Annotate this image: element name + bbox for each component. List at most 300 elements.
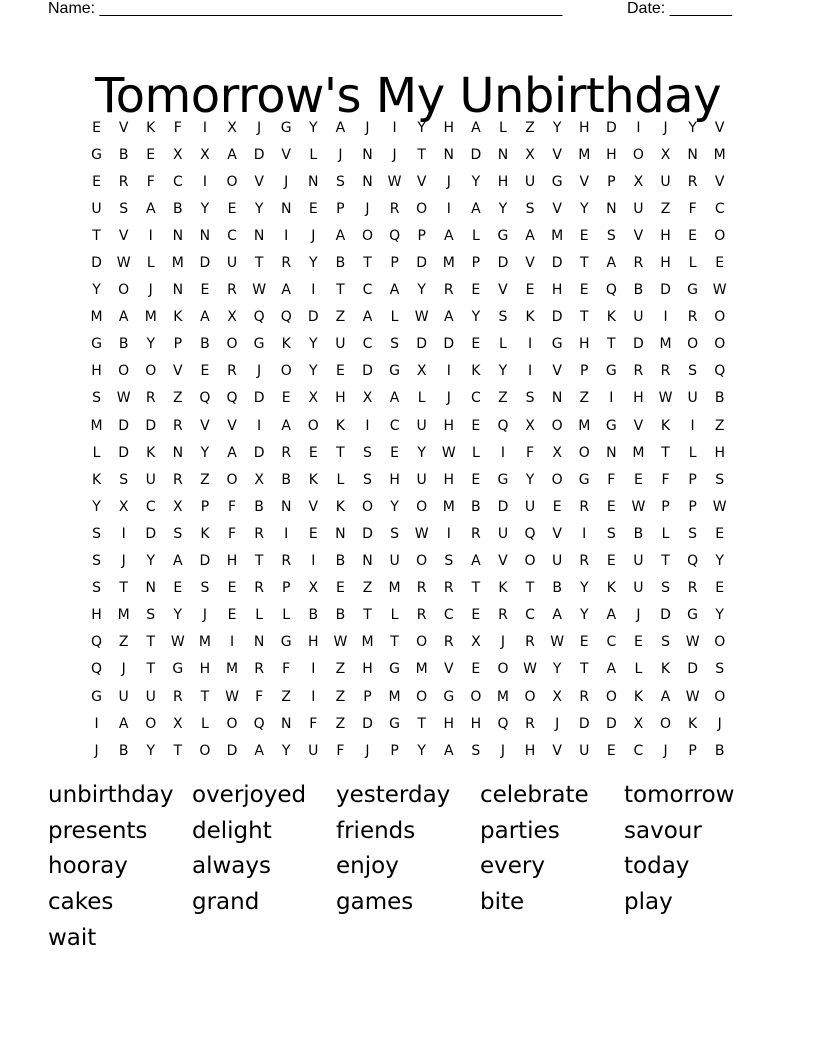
grid-cell: G: [687, 282, 699, 299]
grid-cell: C: [227, 227, 237, 244]
grid-cell: R: [687, 309, 698, 326]
grid-cell: W: [333, 634, 348, 651]
grid-cell: E: [552, 498, 562, 515]
grid-cell: I: [284, 525, 289, 542]
grid-row: [83, 277, 733, 304]
grid-cell: P: [363, 688, 372, 705]
grid-cell: X: [362, 390, 373, 407]
grid-cell: R: [579, 553, 590, 570]
grid-cell: B: [552, 580, 562, 597]
grid-cell: U: [633, 309, 644, 326]
grid-cell: Y: [281, 742, 291, 759]
grid-cell: V: [714, 119, 725, 136]
grid-cell: I: [582, 525, 587, 542]
grid-cell: C: [145, 498, 156, 515]
grid-cell: S: [119, 471, 129, 488]
grid-cell: D: [253, 390, 265, 407]
grid-cell: L: [92, 444, 101, 461]
grid-cell: L: [688, 255, 697, 272]
grid-cell: D: [199, 255, 211, 272]
grid-cell: Y: [498, 200, 508, 217]
grid-cell: I: [311, 553, 316, 570]
grid-cell: W: [414, 309, 429, 326]
grid-cell: F: [688, 200, 697, 217]
grid-cell: G: [605, 417, 617, 434]
grid-cell: R: [172, 417, 183, 434]
grid-cell: E: [606, 742, 616, 759]
grid-cell: D: [660, 607, 671, 624]
grid-cell: Z: [362, 580, 373, 597]
grid-cell: H: [524, 742, 536, 759]
grid-cell: D: [578, 715, 590, 732]
grid-cell: J: [257, 363, 262, 380]
grid-cell: N: [443, 146, 454, 163]
grid-cell: D: [497, 498, 509, 515]
grid-cell: I: [690, 417, 695, 434]
grid-cell: X: [552, 688, 562, 705]
grid-cell: A: [525, 227, 535, 244]
grid-cell: Q: [91, 661, 103, 678]
grid-cell: E: [633, 471, 643, 488]
grid-cell: C: [389, 417, 400, 434]
grid-cell: N: [172, 227, 184, 244]
grid-cell: L: [688, 444, 697, 461]
grid-cell: F: [282, 661, 291, 678]
grid-cell: V: [227, 417, 237, 434]
grid-cell: S: [200, 580, 210, 597]
grid-cell: A: [443, 227, 454, 244]
grid-cell: D: [660, 282, 671, 299]
grid-cell: E: [92, 173, 101, 190]
grid-cell: Y: [146, 336, 156, 353]
grid-cell: T: [119, 580, 128, 597]
grid-cell: J: [636, 607, 641, 624]
grid-cell: U: [308, 742, 319, 759]
grid-cell: X: [633, 715, 644, 732]
grid-cell: M: [225, 661, 239, 678]
grid-cell: L: [146, 255, 155, 272]
grid-cell: O: [660, 715, 672, 732]
grid-cell: J: [121, 661, 126, 678]
grid-cell: B: [335, 255, 346, 272]
grid-cell: K: [525, 309, 535, 326]
grid-cell: J: [446, 173, 451, 190]
grid-cell: Z: [335, 309, 346, 326]
grid-cell: U: [416, 471, 427, 488]
word-list-item: every: [480, 853, 545, 880]
grid-cell: A: [335, 119, 346, 136]
grid-cell: A: [281, 282, 291, 299]
grid-cell: O: [524, 688, 536, 705]
grid-cell: S: [92, 553, 101, 570]
grid-cell: H: [443, 417, 455, 434]
grid-cell: Z: [714, 417, 725, 434]
grid-cell: P: [607, 173, 616, 190]
grid-cell: H: [443, 471, 455, 488]
grid-cell: J: [392, 146, 397, 163]
grid-cell: T: [173, 742, 183, 759]
grid-cell: Y: [417, 444, 426, 461]
grid-cell: Y: [471, 309, 481, 326]
grid-cell: D: [362, 525, 373, 542]
grid-cell: G: [497, 227, 509, 244]
grid-cell: O: [524, 553, 536, 570]
grid-row: [83, 249, 733, 276]
grid-cell: B: [173, 200, 183, 217]
grid-cell: Z: [173, 390, 183, 407]
word-list-item: unbirthday: [48, 782, 174, 808]
grid-cell: I: [311, 688, 316, 705]
grid-cell: E: [715, 255, 725, 272]
grid-cell: R: [254, 580, 264, 597]
grid-cell: G: [578, 471, 590, 488]
grid-cell: E: [200, 282, 210, 299]
grid-cell: K: [660, 417, 671, 434]
grid-cell: O: [226, 173, 238, 190]
grid-row: [83, 466, 733, 493]
grid-cell: V: [308, 498, 319, 515]
grid-cell: M: [659, 336, 672, 353]
grid-cell: S: [390, 336, 400, 353]
grid-cell: S: [525, 200, 535, 217]
grid-cell: D: [199, 553, 211, 570]
grid-cell: B: [118, 146, 129, 163]
grid-cell: V: [498, 282, 508, 299]
grid-cell: O: [497, 661, 509, 678]
grid-cell: O: [361, 498, 373, 515]
grid-cell: U: [660, 173, 671, 190]
grid-cell: R: [579, 498, 590, 515]
grid-cell: N: [606, 444, 617, 461]
grid-row: [83, 737, 733, 764]
grid-cell: K: [606, 309, 616, 326]
grid-cell: V: [173, 363, 183, 380]
grid-cell: E: [606, 553, 616, 570]
word-list-item: delight: [192, 817, 272, 844]
grid-cell: P: [688, 742, 697, 759]
grid-cell: R: [633, 255, 644, 272]
grid-cell: F: [146, 173, 155, 190]
grid-cell: O: [605, 688, 617, 705]
word-list-item: always: [192, 853, 271, 880]
grid-cell: J: [500, 742, 506, 759]
grid-cell: X: [308, 390, 319, 407]
grid-cell: E: [579, 634, 589, 651]
grid-cell: R: [687, 173, 698, 190]
grid-cell: I: [94, 715, 99, 732]
grid-cell: Y: [309, 363, 318, 380]
grid-cell: O: [416, 200, 428, 217]
grid-cell: R: [687, 580, 698, 597]
grid-cell: S: [606, 525, 616, 542]
word-list-item: friends: [336, 817, 416, 844]
grid-cell: D: [226, 742, 238, 759]
grid-cell: P: [688, 471, 697, 488]
grid-cell: L: [282, 607, 291, 624]
grid-cell: R: [525, 715, 535, 732]
grid-cell: U: [633, 580, 644, 597]
grid-cell: I: [663, 309, 668, 326]
grid-cell: X: [471, 634, 481, 651]
grid-cell: T: [146, 634, 156, 651]
grid-cell: I: [527, 363, 533, 380]
grid-cell: M: [713, 146, 726, 163]
grid-cell: D: [633, 336, 644, 353]
grid-cell: K: [471, 363, 481, 380]
page-title: Tomorrow's My Unbirthday: [94, 68, 721, 125]
grid-cell: E: [471, 417, 481, 434]
grid-cell: Y: [309, 119, 318, 136]
grid-cell: K: [91, 471, 102, 488]
grid-cell: T: [92, 227, 101, 244]
word-list-item: grand: [192, 889, 260, 916]
grid-cell: B: [200, 336, 210, 353]
grid-cell: K: [335, 417, 345, 434]
grid-cell: N: [497, 146, 509, 163]
grid-cell: M: [442, 255, 455, 272]
grid-cell: G: [91, 146, 102, 163]
grid-cell: A: [118, 715, 129, 732]
grid-cell: Q: [605, 282, 617, 299]
grid-cell: H: [226, 553, 238, 570]
grid-cell: U: [91, 200, 102, 217]
grid-cell: D: [416, 255, 428, 272]
word-list-item: play: [624, 889, 673, 916]
grid-cell: L: [471, 444, 480, 461]
grid-cell: A: [254, 742, 264, 759]
grid-cell: C: [443, 607, 454, 624]
grid-cell: D: [687, 661, 698, 678]
grid-cell: D: [91, 255, 102, 272]
grid-cell: A: [335, 227, 346, 244]
grid-cell: O: [687, 336, 699, 353]
grid-cell: K: [606, 580, 616, 597]
grid-cell: X: [633, 173, 644, 190]
grid-cell: P: [471, 255, 481, 272]
grid-cell: H: [497, 173, 509, 190]
grid-cell: W: [658, 390, 673, 407]
grid-cell: R: [118, 173, 129, 190]
grid-cell: H: [362, 661, 373, 678]
grid-cell: M: [632, 444, 645, 461]
grid-row: [83, 412, 733, 439]
grid-cell: U: [416, 417, 427, 434]
grid-row: [83, 629, 733, 656]
grid-cell: J: [365, 742, 370, 759]
grid-cell: R: [172, 688, 183, 705]
grid-cell: U: [524, 498, 536, 515]
grid-cell: M: [388, 688, 401, 705]
grid-cell: X: [416, 363, 427, 380]
grid-cell: F: [227, 525, 237, 542]
grid-cell: J: [663, 119, 668, 136]
grid-cell: P: [336, 200, 345, 217]
grid-cell: G: [91, 336, 102, 353]
grid-cell: J: [148, 282, 153, 299]
grid-cell: S: [119, 200, 129, 217]
grid-cell: F: [227, 498, 237, 515]
grid-cell: J: [365, 200, 370, 217]
grid-cell: T: [417, 146, 426, 163]
grid-cell: H: [633, 390, 644, 407]
grid-cell: A: [606, 607, 617, 624]
grid-cell: M: [415, 661, 428, 678]
grid-cell: E: [525, 282, 535, 299]
grid-cell: G: [551, 173, 563, 190]
grid-cell: K: [173, 309, 183, 326]
grid-cell: E: [471, 282, 481, 299]
grid-cell: O: [226, 336, 238, 353]
grid-cell: N: [280, 715, 292, 732]
grid-cell: R: [525, 634, 535, 651]
grid-cell: B: [118, 742, 129, 759]
grid-cell: S: [498, 309, 508, 326]
grid-cell: H: [443, 715, 455, 732]
letter-grid: [83, 114, 733, 764]
grid-cell: S: [146, 607, 156, 624]
grid-cell: O: [551, 417, 563, 434]
grid-cell: B: [714, 390, 725, 407]
grid-cell: N: [551, 390, 563, 407]
grid-cell: J: [257, 119, 262, 136]
grid-cell: Y: [471, 173, 481, 190]
grid-cell: V: [552, 200, 562, 217]
word-list-item: bite: [480, 889, 525, 916]
grid-row: [83, 439, 733, 466]
grid-cell: G: [389, 661, 400, 678]
grid-row: [83, 548, 733, 575]
grid-row: [83, 168, 733, 195]
grid-cell: V: [552, 525, 562, 542]
grid-cell: Z: [281, 688, 291, 705]
grid-cell: A: [606, 661, 617, 678]
grid-cell: I: [365, 417, 370, 434]
grid-cell: Y: [146, 742, 156, 759]
word-list-item: wait: [48, 924, 97, 951]
grid-cell: K: [688, 715, 698, 732]
grid-cell: H: [551, 282, 563, 299]
grid-cell: M: [144, 309, 157, 326]
grid-cell: S: [661, 580, 670, 597]
grid-cell: H: [199, 661, 211, 678]
grid-cell: S: [715, 661, 725, 678]
grid-cell: L: [201, 715, 209, 732]
grid-cell: Y: [309, 336, 318, 353]
grid-cell: E: [146, 146, 156, 163]
grid-cell: R: [660, 363, 671, 380]
grid-cell: W: [414, 525, 429, 542]
grid-cell: O: [578, 444, 590, 461]
grid-cell: R: [281, 444, 292, 461]
grid-cell: J: [202, 607, 207, 624]
grid-cell: F: [661, 471, 670, 488]
grid-cell: Q: [389, 227, 401, 244]
grid-cell: J: [500, 634, 506, 651]
grid-cell: S: [525, 390, 535, 407]
grid-cell: E: [227, 200, 237, 217]
grid-cell: V: [552, 363, 562, 380]
grid-cell: A: [660, 688, 671, 705]
grid-cell: O: [416, 498, 428, 515]
grid-cell: Q: [714, 363, 726, 380]
grid-cell: E: [715, 525, 725, 542]
grid-cell: V: [118, 227, 129, 244]
grid-cell: N: [308, 173, 319, 190]
grid-cell: V: [281, 146, 291, 163]
grid-cell: U: [497, 525, 509, 542]
grid-cell: B: [633, 282, 644, 299]
grid-cell: X: [227, 119, 237, 136]
grid-cell: P: [200, 498, 210, 515]
grid-cell: X: [173, 715, 183, 732]
grid-cell: R: [498, 607, 508, 624]
grid-cell: W: [170, 634, 185, 651]
grid-cell: A: [606, 255, 617, 272]
grid-cell: T: [254, 553, 264, 570]
grid-cell: X: [173, 146, 183, 163]
grid-cell: F: [526, 444, 535, 461]
grid-cell: I: [446, 363, 451, 380]
grid-cell: W: [252, 282, 267, 299]
grid-cell: D: [551, 255, 563, 272]
grid-cell: H: [714, 444, 725, 461]
grid-cell: T: [607, 336, 616, 353]
grid-cell: N: [362, 146, 373, 163]
grid-cell: R: [227, 363, 237, 380]
grid-row: [83, 195, 733, 222]
grid-cell: U: [389, 553, 400, 570]
grid-cell: S: [363, 471, 372, 488]
grid-cell: D: [416, 336, 428, 353]
grid-cell: E: [200, 363, 210, 380]
grid-cell: E: [335, 363, 345, 380]
grid-cell: I: [636, 119, 641, 136]
grid-cell: Z: [200, 471, 210, 488]
grid-cell: E: [173, 580, 183, 597]
grid-cell: A: [227, 444, 237, 461]
grid-cell: E: [579, 282, 589, 299]
grid-cell: C: [362, 282, 373, 299]
grid-cell: G: [280, 634, 292, 651]
grid-cell: I: [500, 444, 506, 461]
grid-cell: E: [308, 525, 318, 542]
grid-cell: U: [579, 742, 590, 759]
grid-cell: R: [172, 471, 183, 488]
grid-cell: A: [362, 309, 373, 326]
grid-cell: V: [525, 255, 535, 272]
grid-cell: U: [118, 688, 129, 705]
grid-cell: C: [525, 607, 535, 624]
grid-cell: W: [685, 688, 700, 705]
grid-cell: D: [605, 119, 617, 136]
word-list-item: today: [624, 853, 690, 880]
grid-cell: O: [470, 688, 482, 705]
grid-cell: B: [335, 607, 346, 624]
grid-cell: J: [663, 742, 668, 759]
grid-cell: Y: [688, 119, 697, 136]
grid-cell: M: [171, 255, 184, 272]
grid-cell: B: [471, 498, 481, 515]
grid-cell: B: [633, 525, 644, 542]
grid-cell: H: [91, 607, 102, 624]
grid-cell: R: [443, 282, 454, 299]
grid-cell: I: [148, 227, 153, 244]
grid-cell: O: [416, 688, 428, 705]
grid-row: [83, 602, 733, 629]
grid-cell: C: [633, 742, 644, 759]
grid-cell: P: [281, 580, 291, 597]
grid-cell: V: [633, 417, 644, 434]
